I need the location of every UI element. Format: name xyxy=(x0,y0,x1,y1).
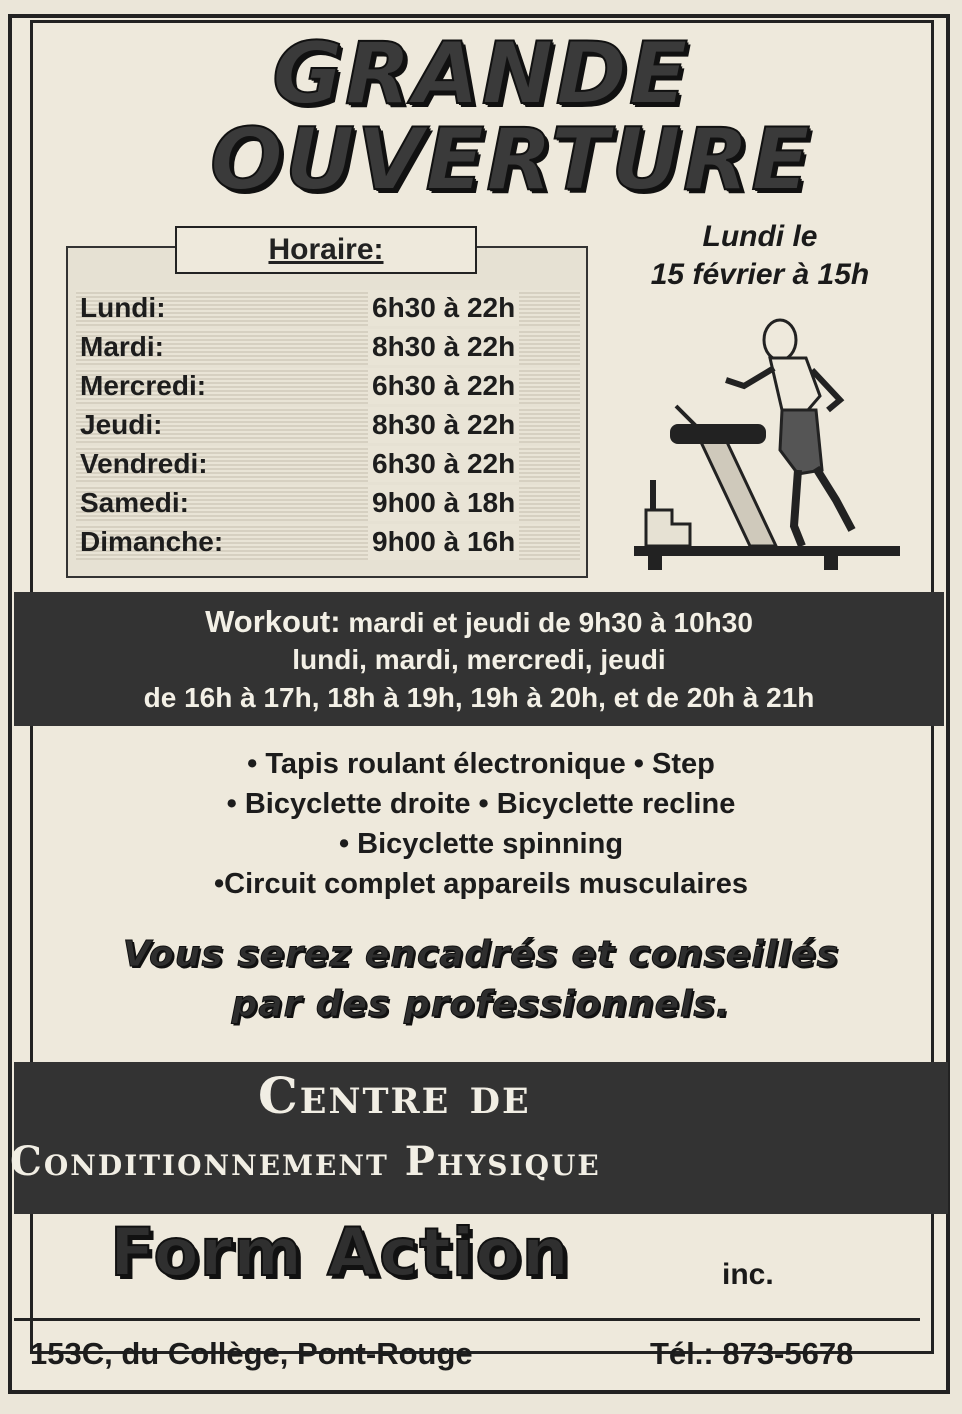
workout-line-1 xyxy=(14,604,944,640)
schedule-row xyxy=(76,524,580,560)
schedule-day: Jeudi: xyxy=(80,409,163,440)
slogan-line-2: par des professionnels. xyxy=(231,984,731,1025)
workout-label: Workout: xyxy=(205,604,341,639)
schedule-row xyxy=(76,485,580,521)
schedule-hours: 9h00 à 18h xyxy=(368,485,519,521)
footer-rule xyxy=(14,1318,920,1321)
schedule-day: Vendredi: xyxy=(80,448,208,479)
equipment-item: • Bicyclette spinning xyxy=(338,828,624,860)
brand-line-2: Conditionnement Physique xyxy=(10,1138,601,1185)
schedule-row xyxy=(76,407,580,443)
footer-address: 153C, du Collège, Pont-Rouge xyxy=(30,1336,473,1371)
company-name: Form Action xyxy=(110,1214,570,1291)
schedule-row xyxy=(76,329,580,365)
opening-day: Lundi le xyxy=(702,220,818,253)
schedule-hours: 6h30 à 22h xyxy=(368,290,519,326)
schedule-day: Dimanche: xyxy=(80,526,224,557)
schedule-hours: 9h00 à 16h xyxy=(368,524,519,560)
schedule-hours: 6h30 à 22h xyxy=(368,446,519,482)
schedule-hours: 6h30 à 22h xyxy=(368,368,519,404)
schedule-hours: 8h30 à 22h xyxy=(368,407,519,443)
slogan-line-1: Vous serez encadrés et conseillés xyxy=(122,934,840,975)
schedule-row xyxy=(76,290,580,326)
footer-phone: Tél.: 873-5678 xyxy=(650,1336,854,1371)
company-suffix: inc. xyxy=(722,1258,774,1291)
schedule-day: Lundi: xyxy=(80,292,166,323)
schedule-day: Samedi: xyxy=(80,487,189,518)
schedule-day: Mercredi: xyxy=(80,370,207,401)
treadmill-runner-icon xyxy=(630,310,910,586)
workout-line-3: de 16h à 17h, 18h à 19h, 19h à 20h, et de 20h à 21h xyxy=(143,682,815,713)
equipment-item: • Tapis roulant électronique • Step xyxy=(247,748,715,780)
brand-line-1: Centre de xyxy=(258,1066,531,1125)
headline-ouverture: OUVERTURE xyxy=(209,110,813,210)
equipment-item: •Circuit complet appareils musculaires xyxy=(214,868,748,900)
equipment-item: • Bicyclette droite • Bicyclette recline xyxy=(226,788,736,820)
workout-times-1: mardi et jeudi de 9h30 à 10h30 xyxy=(348,607,753,638)
workout-line-2: lundi, mardi, mercredi, jeudi xyxy=(292,644,666,675)
schedule-hours: 8h30 à 22h xyxy=(368,329,519,365)
schedule-row xyxy=(76,446,580,482)
headline-grande: GRANDE xyxy=(272,24,690,124)
opening-date: 15 février à 15h xyxy=(650,258,870,291)
schedule-title: Horaire: xyxy=(175,226,477,274)
workout-band xyxy=(14,592,944,726)
schedule-day: Mardi: xyxy=(80,331,164,362)
schedule-row xyxy=(76,368,580,404)
